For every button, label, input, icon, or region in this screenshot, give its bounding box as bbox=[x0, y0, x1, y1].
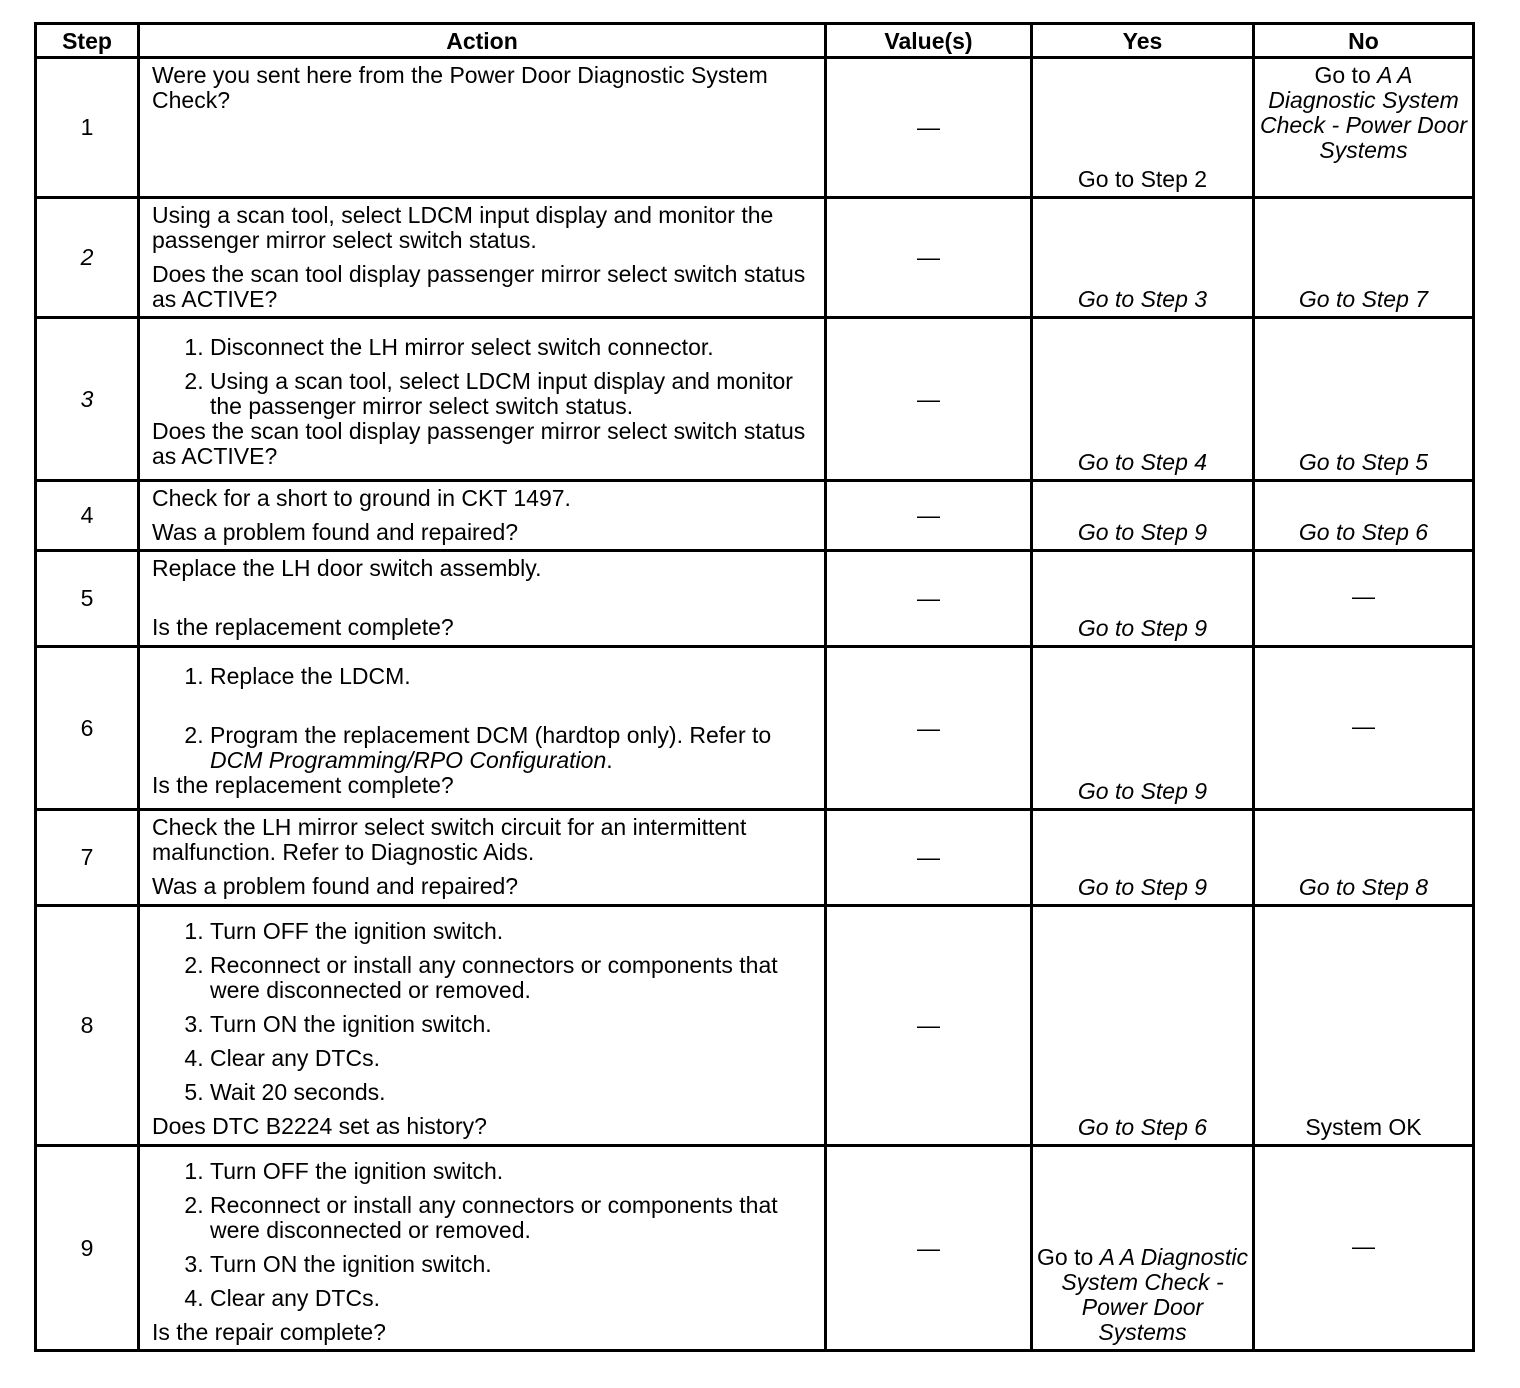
yes-cell[interactable]: Go to Step 3 bbox=[1032, 198, 1254, 318]
yes-cell[interactable]: Go to Step 2 bbox=[1032, 58, 1254, 198]
action-question: Does the scan tool display passenger mirror select switch status as ACTIVE? bbox=[152, 418, 806, 469]
header-no: No bbox=[1254, 24, 1474, 58]
yes-cell[interactable]: Go to Step 6 bbox=[1032, 906, 1254, 1146]
yes-cell[interactable]: Go to Step 9 bbox=[1032, 551, 1254, 647]
value-cell: — bbox=[826, 58, 1032, 198]
action-cell bbox=[139, 1146, 826, 1351]
yes-cell[interactable]: Go to Step 9 bbox=[1032, 810, 1254, 906]
list-item: 1. Disconnect the LH mirror select switch connector. bbox=[210, 335, 814, 360]
action-question: Was a problem found and repaired? bbox=[152, 873, 519, 899]
yes-cell[interactable] bbox=[1032, 1146, 1254, 1351]
no-cell[interactable] bbox=[1254, 58, 1474, 198]
list-item: 1. Turn OFF the ignition switch. bbox=[210, 919, 814, 944]
no-link[interactable]: A A Diagnostic System Check - Power Door Systems bbox=[1259, 62, 1468, 163]
item-suffix: . bbox=[606, 747, 613, 773]
action-question: Is the repair complete? bbox=[152, 1319, 386, 1345]
list-item: 3. Turn ON the ignition switch. bbox=[210, 1252, 814, 1277]
step-number: 5 bbox=[36, 551, 139, 647]
action-text: Replace the LH door switch assembly. bbox=[152, 555, 542, 581]
action-text: Using a scan tool, select LDCM input display and monitor the passenger mirror select switch status. bbox=[152, 202, 774, 253]
list-item: 1. Replace the LDCM. bbox=[210, 664, 814, 689]
item-text: Program the replacement DCM (hardtop only). Refer to bbox=[210, 722, 772, 748]
action-question: Does DTC B2224 set as history? bbox=[152, 1113, 487, 1139]
action-cell bbox=[139, 198, 826, 318]
diagnostic-table bbox=[34, 22, 1475, 1352]
no-prefix: Go to bbox=[1314, 62, 1378, 88]
list-item: 1. Turn OFF the ignition switch. bbox=[210, 1159, 814, 1184]
header-row bbox=[36, 24, 1474, 58]
action-cell bbox=[139, 810, 826, 906]
action-cell bbox=[139, 906, 826, 1146]
table-row bbox=[36, 318, 1474, 481]
table-row bbox=[36, 810, 1474, 906]
header-step: Step bbox=[36, 24, 139, 58]
value-cell: — bbox=[826, 647, 1032, 810]
yes-cell[interactable]: Go to Step 4 bbox=[1032, 318, 1254, 481]
action-text: Check for a short to ground in CKT 1497. bbox=[152, 485, 571, 511]
action-question: Is the replacement complete? bbox=[152, 772, 454, 798]
action-text: Check the LH mirror select switch circuit for an intermittent malfunction. Refer to Diagnostic Aids. bbox=[152, 814, 747, 865]
header-values: Value(s) bbox=[826, 24, 1032, 58]
no-cell[interactable]: Go to Step 7 bbox=[1254, 198, 1474, 318]
action-cell bbox=[139, 551, 826, 647]
reference-link[interactable]: DCM Programming/RPO Configuration bbox=[210, 747, 607, 773]
list-item bbox=[210, 723, 814, 773]
table-row bbox=[36, 551, 1474, 647]
value-cell: — bbox=[826, 906, 1032, 1146]
table-row bbox=[36, 198, 1474, 318]
list-item: 3. Turn ON the ignition switch. bbox=[210, 1012, 814, 1037]
table-row bbox=[36, 58, 1474, 198]
step-number: 6 bbox=[36, 647, 139, 810]
list-item: 4. Clear any DTCs. bbox=[210, 1286, 814, 1311]
no-cell: — bbox=[1254, 647, 1474, 810]
step-number: 3 bbox=[36, 318, 139, 481]
action-steps bbox=[152, 335, 814, 419]
list-item: 4. Clear any DTCs. bbox=[210, 1046, 814, 1071]
value-cell: — bbox=[826, 318, 1032, 481]
no-cell[interactable]: Go to Step 8 bbox=[1254, 810, 1474, 906]
action-steps bbox=[152, 1159, 814, 1311]
action-question: Is the replacement complete? bbox=[152, 614, 454, 640]
no-cell[interactable]: Go to Step 6 bbox=[1254, 481, 1474, 551]
list-item: 2. Using a scan tool, select LDCM input display and monitor the passenger mirror select switch status. bbox=[210, 369, 814, 419]
action-cell bbox=[139, 318, 826, 481]
header-yes: Yes bbox=[1032, 24, 1254, 58]
yes-cell[interactable]: Go to Step 9 bbox=[1032, 481, 1254, 551]
table-row bbox=[36, 647, 1474, 810]
value-cell: — bbox=[826, 1146, 1032, 1351]
action-text: Were you sent here from the Power Door Diagnostic System Check? bbox=[152, 62, 768, 113]
no-cell: System OK bbox=[1254, 906, 1474, 1146]
value-cell: — bbox=[826, 481, 1032, 551]
no-cell[interactable]: Go to Step 5 bbox=[1254, 318, 1474, 481]
yes-cell[interactable]: Go to Step 9 bbox=[1032, 647, 1254, 810]
action-cell bbox=[139, 647, 826, 810]
no-cell: — bbox=[1254, 1146, 1474, 1351]
list-item: 2. Reconnect or install any connectors or components that were disconnected or removed. bbox=[210, 953, 814, 1003]
table-row bbox=[36, 906, 1474, 1146]
step-number: 7 bbox=[36, 810, 139, 906]
table-row bbox=[36, 481, 1474, 551]
header-action: Action bbox=[139, 24, 826, 58]
no-cell: — bbox=[1254, 551, 1474, 647]
value-cell: — bbox=[826, 810, 1032, 906]
action-steps bbox=[152, 664, 814, 773]
list-item: 2. Reconnect or install any connectors or components that were disconnected or removed. bbox=[210, 1193, 814, 1243]
step-number: 8 bbox=[36, 906, 139, 1146]
action-cell bbox=[139, 58, 826, 198]
value-cell: — bbox=[826, 551, 1032, 647]
action-question: Was a problem found and repaired? bbox=[152, 519, 519, 545]
table-row bbox=[36, 1146, 1474, 1351]
step-number: 9 bbox=[36, 1146, 139, 1351]
action-question: Does the scan tool display passenger mirror select switch status as ACTIVE? bbox=[152, 261, 806, 312]
list-item: 5. Wait 20 seconds. bbox=[210, 1080, 814, 1105]
step-number: 2 bbox=[36, 198, 139, 318]
yes-prefix: Go to bbox=[1037, 1244, 1100, 1270]
action-steps bbox=[152, 919, 814, 1105]
yes-link[interactable]: A A Diagnostic System Check - Power Door Systems bbox=[1061, 1244, 1248, 1345]
step-number: 4 bbox=[36, 481, 139, 551]
action-cell bbox=[139, 481, 826, 551]
step-number: 1 bbox=[36, 58, 139, 198]
value-cell: — bbox=[826, 198, 1032, 318]
